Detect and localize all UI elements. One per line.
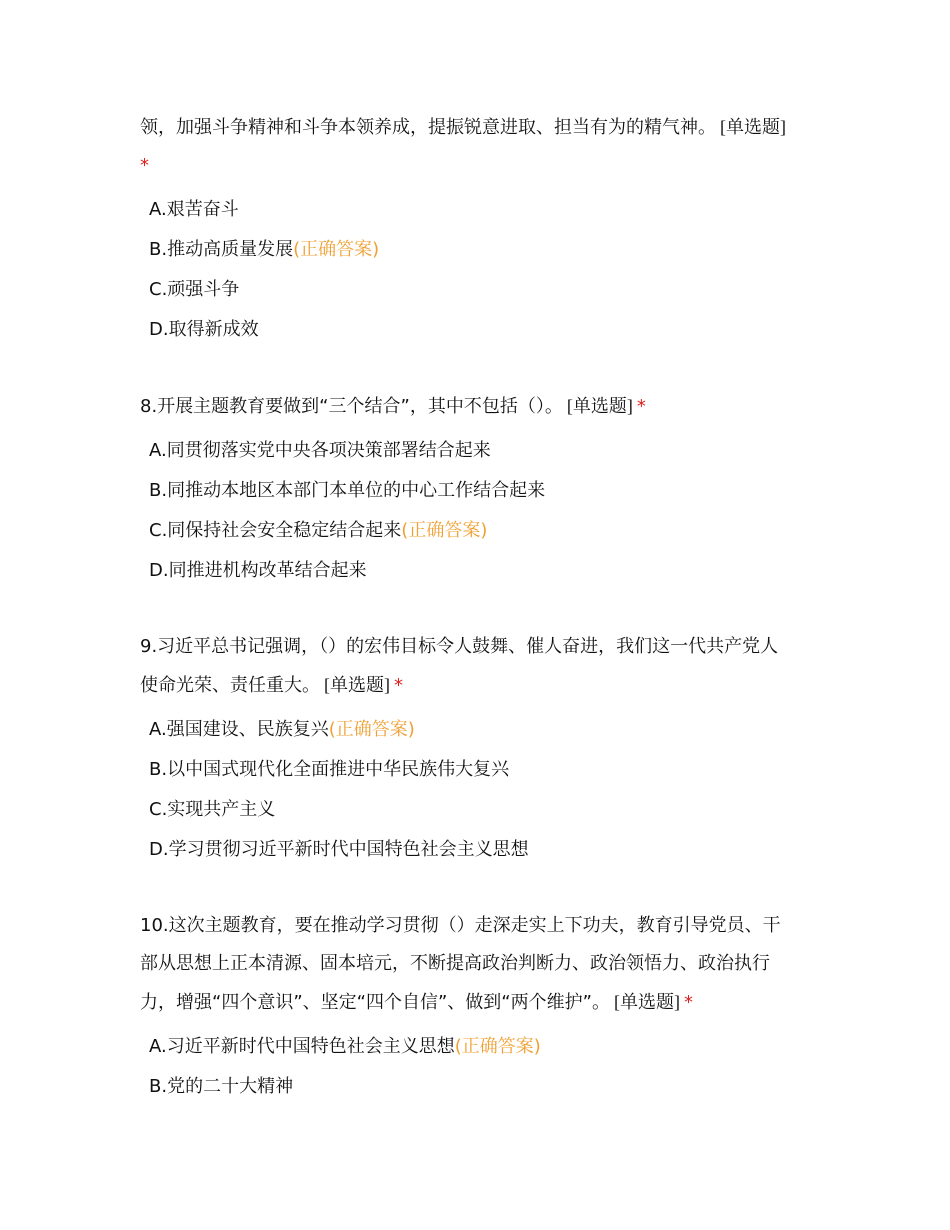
option-a[interactable] [140,1027,812,1067]
question-10 [140,906,812,1107]
option-text: D.取得新成效 [149,319,259,340]
option-text: C.顽强斗争 [149,279,240,300]
option-text: D.学习贯彻习近平新时代中国特色社会主义思想 [149,839,529,860]
option-c[interactable] [140,270,812,310]
required-mark: * [683,992,693,1013]
option-c[interactable] [140,511,812,551]
question-type-tag: [单选题] [566,396,633,416]
option-text: A.艰苦奋斗 [149,199,239,220]
option-text: A.强国建设、民族复兴 [149,719,329,740]
option-text: A.习近平新时代中国特色社会主义思想 [149,1036,455,1057]
option-text: C.同保持社会安全稳定结合起来 [149,520,402,541]
required-mark: * [636,396,646,417]
option-a[interactable] [140,710,812,750]
options-list [140,431,812,591]
option-text: D.同推进机构改革结合起来 [149,560,367,581]
option-text: B.以中国式现代化全面推进中华民族伟大复兴 [149,759,510,780]
question-stem: 使命光荣、责任重大。 [140,675,320,696]
options-list [140,1027,812,1107]
spacer [140,870,812,906]
question-type-tag: [单选题] [324,675,390,695]
option-text: A.同贯彻落实党中央各项决策部署结合起来 [149,440,491,461]
option-b[interactable] [140,471,812,511]
question-text-line-1: 10.这次主题教育，要在推动学习贯彻（）走深走实上下功夫，教育引导党员、干 [140,915,781,936]
required-mark: * [394,675,403,696]
correct-answer-label: (正确答案) [454,1036,541,1057]
option-text: B.推动高质量发展 [149,239,294,260]
quiz-page [140,107,812,1107]
question-text-line-1: 9.习近平总书记强调，（）的宏伟目标令人鼓舞、催人奋进，我们这一代共产党人 [140,636,779,657]
option-a[interactable] [140,431,812,471]
required-mark: * [140,155,149,176]
option-b[interactable] [140,750,812,790]
correct-answer-label: (正确答案) [328,719,415,740]
question-8 [140,386,812,591]
question-stem: 力，增强“四个意识”、坚定“四个自信”、做到“两个维护”。 [140,992,610,1013]
question-text-line-2: 部从思想上正本清源、固本培元，不断提高政治判断力、政治领悟力、政治执行 [140,953,770,974]
option-text: B.党的二十大精神 [149,1076,294,1097]
correct-answer-label: (正确答案) [401,520,488,541]
option-b[interactable] [140,1067,812,1107]
question-text [140,386,812,427]
question-stem: 8.开展主题教育要做到“三个结合”，其中不包括（）。 [140,396,563,417]
question-type-tag: [单选题] [720,117,786,137]
option-d[interactable] [140,310,812,350]
option-a[interactable] [140,190,812,230]
option-text: B.同推动本地区本部门本单位的中心工作结合起来 [149,480,546,501]
option-d[interactable] [140,830,812,870]
question-stem: 领，加强斗争精神和斗争本领养成，提振锐意进取、担当有为的精气神。 [140,117,716,138]
question-text-line-2 [140,665,812,706]
question-9 [140,627,812,870]
options-list [140,710,812,870]
question-text-line-3 [140,982,812,1023]
question-7 [140,107,812,350]
option-b[interactable] [140,230,812,270]
option-text: C.实现共产主义 [149,799,276,820]
options-list [140,190,812,350]
spacer [140,350,812,386]
option-d[interactable] [140,551,812,591]
required-line [140,146,812,186]
question-text [140,107,812,148]
correct-answer-label: (正确答案) [293,239,380,260]
question-type-tag: [单选题] [613,992,680,1012]
spacer [140,591,812,627]
option-c[interactable] [140,790,812,830]
